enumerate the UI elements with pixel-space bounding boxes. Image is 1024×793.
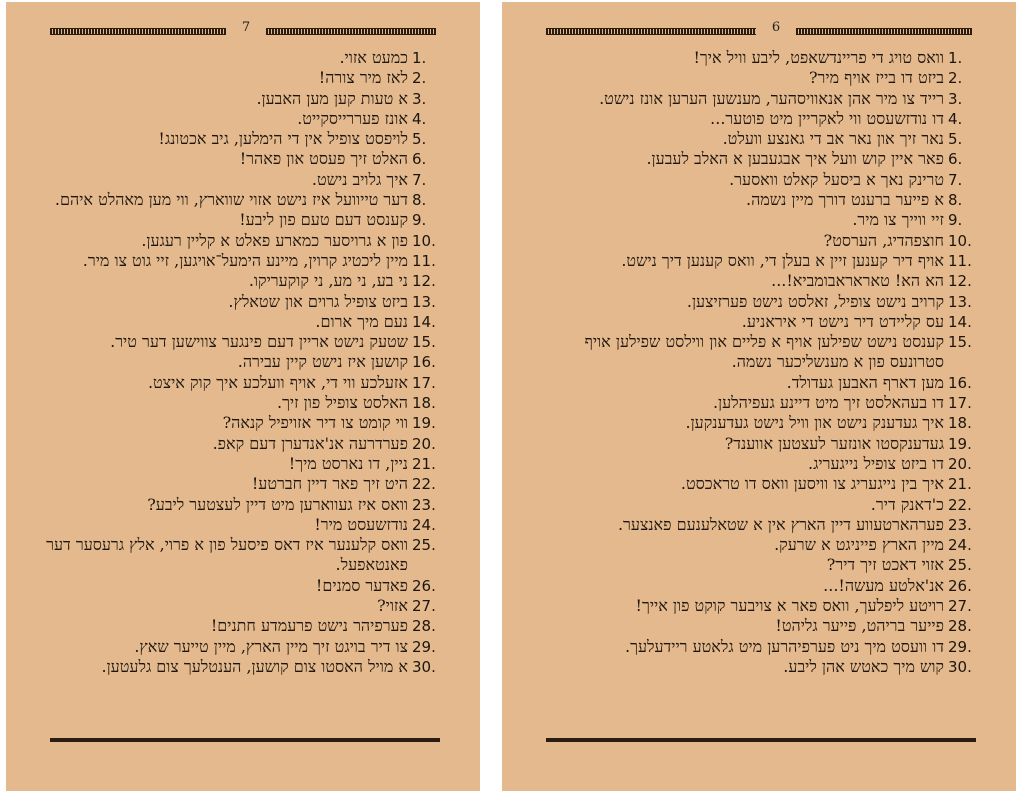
phrase-text: פאדער סמנים! <box>315 575 408 595</box>
phrase-line <box>44 413 450 433</box>
phrase-line <box>44 210 450 230</box>
phrase-line <box>540 190 986 210</box>
left-page <box>6 2 480 791</box>
phrase-text: מען דארף האבען געדולד. <box>786 372 944 392</box>
phrase-number: 22. <box>412 475 436 494</box>
phrase-line <box>540 210 986 230</box>
phrase-number: 7. <box>948 170 963 189</box>
phrase-number: 20. <box>948 454 972 473</box>
phrase-number: 16. <box>412 353 436 372</box>
phrase-text: רייד צו מיר אהן אנאוויסהער, מענשען הערען אונז נישט. <box>599 88 944 108</box>
phrase-line <box>540 170 986 190</box>
phrase-text: לאז מיר צורה! <box>318 68 408 88</box>
phrase-text: צו דיר בויגט זיך מיין הארץ, מיין טייער שאץ. <box>134 636 408 656</box>
phrase-text: קרויב נישט צופיל, זאלסט נישט פערזיצען. <box>686 291 944 311</box>
phrase-number: 18. <box>948 414 972 433</box>
phrase-number: 29. <box>948 637 972 656</box>
phrase-number: 25. <box>412 536 436 555</box>
phrase-number: 27. <box>948 597 972 616</box>
phrase-text: זיי ווייך צו מיר. <box>852 210 944 230</box>
phrase-text: נודזשעסט מיר! <box>314 514 408 534</box>
phrase-line <box>540 657 986 677</box>
header-rule <box>796 28 972 35</box>
page-number: 7 <box>241 20 251 35</box>
phrase-text: איך געדענק נישט און וויל נישט געדענקען. <box>685 413 944 433</box>
phrase-number: 18. <box>412 394 436 413</box>
phrase-text: כ'דאנק דיר. <box>870 494 944 514</box>
phrase-line <box>44 109 450 129</box>
phrase-text: לויפסט צופיל אין די הימלען, גיב אכטונג! <box>158 129 408 149</box>
phrase-text: ני בע, ני מע, ני קוקעריקו. <box>248 271 408 291</box>
phrase-text: מיין ליכטיג קרוין, מיינע הימעל־אויגען, זיי גוט צו מיר. <box>82 250 408 270</box>
phrase-text: א טעות קען מען האבען. <box>256 88 408 108</box>
phrase-number: 5. <box>412 130 427 149</box>
phrase-text: וואס איז געווארען מיט דיין לעצטער ליבע? <box>147 494 408 514</box>
phrase-number: 12. <box>948 272 972 291</box>
phrase-text: נאר זיך און נאר אב די גאנצע וועלט. <box>722 129 944 149</box>
phrase-number: 29. <box>412 637 436 656</box>
phrase-number: 13. <box>948 292 972 311</box>
phrase-text: כמעט אזוי. <box>339 48 408 67</box>
phrase-number: 21. <box>412 454 436 473</box>
phrase-number: 10. <box>412 231 436 250</box>
phrase-text: פערדרעה אנ'אנדערן דעם קאפ. <box>212 433 408 453</box>
phrase-number: 11. <box>948 251 972 270</box>
phrase-text: האלט זיך פעסט און פאהר! <box>239 149 408 169</box>
phrase-number: 8. <box>948 191 963 210</box>
phrase-text: קענסט דעם טעם פון ליבע! <box>239 210 408 230</box>
phrase-line <box>44 231 450 251</box>
phrase-line <box>44 576 450 596</box>
phrase-line <box>540 292 986 312</box>
phrase-line <box>44 271 450 291</box>
phrase-text: ווי קומט צו דיר אזויפיל קנאה? <box>222 413 408 433</box>
phrase-number: 19. <box>948 434 972 453</box>
phrase-text: דו וועסט מיך ניט פערפיהרען מיט גלאטע ריידעלעך. <box>625 636 944 656</box>
phrase-line <box>540 271 986 291</box>
phrase-text: אנ'אלטע מעשה!... <box>823 575 944 595</box>
phrase-text: אונז פעררייסקייט. <box>297 108 408 128</box>
phrase-number: 25. <box>948 556 972 575</box>
phrase-number: 17. <box>412 373 436 392</box>
header-rule <box>266 28 436 35</box>
phrase-line <box>540 129 986 149</box>
header-rule <box>546 28 756 35</box>
phrase-text: טרינק נאך א ביסעל קאלט וואסער. <box>729 169 944 189</box>
phrase-text: קענסט נישט שפילען אויף א פליים און ווילסט שפילען אויף סטרונעס פון א מענשליכער נשמה. <box>584 332 944 372</box>
phrase-text: מיין הארץ פייניגט א שרעק. <box>774 535 944 555</box>
phrase-line <box>44 515 450 535</box>
phrase-text: ביזט צופיל גרוים און שטאלץ. <box>228 291 408 311</box>
phrase-number: 2. <box>948 69 963 88</box>
phrase-number: 6. <box>948 150 963 169</box>
phrase-line <box>44 332 450 352</box>
phrase-text: א מויל האסטו צום קושען, הענטלעך צום גלעטען. <box>101 656 408 676</box>
phrase-line <box>540 312 986 332</box>
phrase-line <box>540 109 986 129</box>
phrase-number: 23. <box>948 515 972 534</box>
phrase-number: 12. <box>412 272 436 291</box>
phrase-text: האלסט צופיל פון זיך. <box>276 393 408 413</box>
phrase-line <box>540 373 986 393</box>
phrase-text: דער טייוועל איז נישט אזוי שווארץ, ווי מען מאהלט איהם. <box>54 190 408 210</box>
phrase-number: 1. <box>948 49 963 67</box>
phrase-number: 13. <box>412 292 436 311</box>
phrase-line <box>44 89 450 109</box>
phrase-line <box>44 48 450 68</box>
page-number: 6 <box>771 20 781 35</box>
phrase-line <box>44 149 450 169</box>
phrase-number: 8. <box>412 191 427 210</box>
phrase-text: געדענקסטו אונזער לעצטען אווענד? <box>724 433 944 453</box>
right-page <box>502 2 1016 791</box>
phrase-line <box>540 474 986 494</box>
phrase-text: אזעלכע ווי די, אויף וועלכע איך קוק איצט. <box>147 372 408 392</box>
page-header <box>50 20 436 42</box>
phrase-line <box>44 129 450 149</box>
phrase-line <box>540 48 986 68</box>
phrase-number: 11. <box>412 251 436 270</box>
phrase-number: 4. <box>412 109 427 128</box>
phrase-line <box>540 535 986 555</box>
phrase-text: פערהארטעווע דיין הארץ אין א שטאלענעם פאנצער. <box>617 514 944 534</box>
phrase-line <box>540 149 986 169</box>
phrase-line <box>44 637 450 657</box>
phrase-text: חוצפהדיג, הערסט? <box>823 230 944 250</box>
phrase-line <box>44 373 450 393</box>
phrase-number: 14. <box>948 312 972 331</box>
phrase-number: 30. <box>412 657 436 676</box>
phrase-line <box>540 89 986 109</box>
phrase-number: 17. <box>948 394 972 413</box>
phrase-line <box>44 616 450 636</box>
phrase-text: אזוי דאכט זיך דיר? <box>826 555 944 575</box>
phrase-line <box>44 474 450 494</box>
phrase-number: 9. <box>948 211 963 230</box>
page-header <box>546 20 972 42</box>
phrase-line <box>44 393 450 413</box>
phrase-line <box>44 312 450 332</box>
footer-rule <box>546 738 976 742</box>
phrase-line <box>540 68 986 88</box>
phrase-number: 24. <box>412 515 436 534</box>
phrase-text: איך גלויב נישט. <box>311 169 408 189</box>
phrase-list <box>540 48 986 677</box>
phrase-line <box>540 515 986 535</box>
phrase-number: 5. <box>948 130 963 149</box>
phrase-line <box>540 231 986 251</box>
phrase-text: א פייער ברענט דורך מיין נשמה. <box>746 190 944 210</box>
phrase-line <box>44 657 450 677</box>
phrase-number: 14. <box>412 312 436 331</box>
phrase-number: 19. <box>412 414 436 433</box>
phrase-line <box>44 190 450 210</box>
phrase-line <box>44 535 450 576</box>
phrase-text: ביזט דו בייז אויף מיר? <box>808 68 944 88</box>
phrase-number: 4. <box>948 109 963 128</box>
phrase-text: פערפיהר נישט פרעמדע חתנים! <box>210 616 408 636</box>
phrase-text: עס קליידט דיר נישט די איראניע. <box>741 311 944 331</box>
phrase-number: 7. <box>412 170 427 189</box>
phrase-text: וואס טויג די פריינדשאפט, ליבע וויל איך! <box>693 48 944 67</box>
phrase-number: 24. <box>948 536 972 555</box>
phrase-number: 28. <box>948 617 972 636</box>
phrase-line <box>44 352 450 372</box>
phrase-number: 22. <box>948 495 972 514</box>
phrase-number: 3. <box>412 89 427 108</box>
phrase-line <box>540 413 986 433</box>
phrase-text: נעם מיך ארום. <box>315 311 408 331</box>
phrase-text: היט זיך פאר דיין חברטע! <box>251 474 408 494</box>
phrase-text: פון א גרויסער כמארע פאלט א קליין רעגען. <box>141 230 408 250</box>
phrase-text: אויף דיר קענען זיין א בעלן די, וואס קענען דיך נישט. <box>621 250 944 270</box>
phrase-number: 28. <box>412 617 436 636</box>
phrase-line <box>44 495 450 515</box>
phrase-text: קוש מיך כאטש אהן ליבע. <box>783 656 944 676</box>
phrase-number: 9. <box>412 211 427 230</box>
phrase-text: רויטע ליפלעך, וואס פאר א צויבער קוקט פון אייך! <box>635 596 944 616</box>
phrase-line <box>44 596 450 616</box>
phrase-line <box>540 495 986 515</box>
phrase-line <box>44 454 450 474</box>
phrase-line <box>540 555 986 575</box>
phrase-line <box>540 637 986 657</box>
phrase-number: 23. <box>412 495 436 514</box>
phrase-line <box>540 616 986 636</box>
phrase-number: 21. <box>948 475 972 494</box>
phrase-line <box>540 596 986 616</box>
phrase-number: 20. <box>412 434 436 453</box>
phrase-list <box>44 48 450 677</box>
phrase-text: איך בין נייגעריג צו וויסען וואס דו טראכסט. <box>680 474 944 494</box>
phrase-text: הא הא! טאראראבומביא!... <box>771 271 944 291</box>
phrase-text: ניין, דו נארסט מיך! <box>288 453 408 473</box>
phrase-text: אזוי? <box>377 596 408 616</box>
phrase-line <box>44 170 450 190</box>
phrase-number: 10. <box>948 231 972 250</box>
header-rule <box>50 28 226 35</box>
phrase-number: 15. <box>412 333 436 352</box>
phrase-line <box>44 68 450 88</box>
phrase-text: דו ביזט צופיל נייגעריג. <box>808 453 944 473</box>
phrase-number: 2. <box>412 69 427 88</box>
phrase-line <box>44 292 450 312</box>
phrase-text: דו נודזשעסט ווי לאקריין מיט פוטער... <box>710 108 944 128</box>
phrase-text: וואס קלענער איז דאס פיסעל פון א פרוי, אלץ גרעסער דער פאנטאפעל. <box>46 535 408 575</box>
phrase-line <box>540 434 986 454</box>
phrase-text: פאר איין קוש וועל איך אבגעבען א האלב לעבען. <box>646 149 944 169</box>
phrase-line <box>540 454 986 474</box>
phrase-number: 16. <box>948 373 972 392</box>
phrase-line <box>540 251 986 271</box>
phrase-number: 3. <box>948 89 963 108</box>
phrase-number: 1. <box>412 49 427 67</box>
phrase-text: פייער בריהט, פייער גליהט! <box>775 616 944 636</box>
phrase-text: שטעק נישט אריין דעם פינגער צווישען דער טיר. <box>110 332 408 352</box>
phrase-number: 26. <box>412 576 436 595</box>
phrase-text: קושען איז נישט קיין עבירה. <box>237 352 408 372</box>
phrase-text: דו בעהאלסט זיך מיט דיינע געפיהלען. <box>712 393 944 413</box>
phrase-number: 30. <box>948 657 972 676</box>
phrase-line <box>540 332 986 373</box>
phrase-number: 15. <box>948 333 972 352</box>
phrase-number: 27. <box>412 597 436 616</box>
phrase-line <box>44 434 450 454</box>
phrase-number: 26. <box>948 576 972 595</box>
phrase-line <box>540 576 986 596</box>
footer-rule <box>50 738 440 742</box>
phrase-line <box>44 251 450 271</box>
phrase-number: 6. <box>412 150 427 169</box>
phrase-line <box>540 393 986 413</box>
